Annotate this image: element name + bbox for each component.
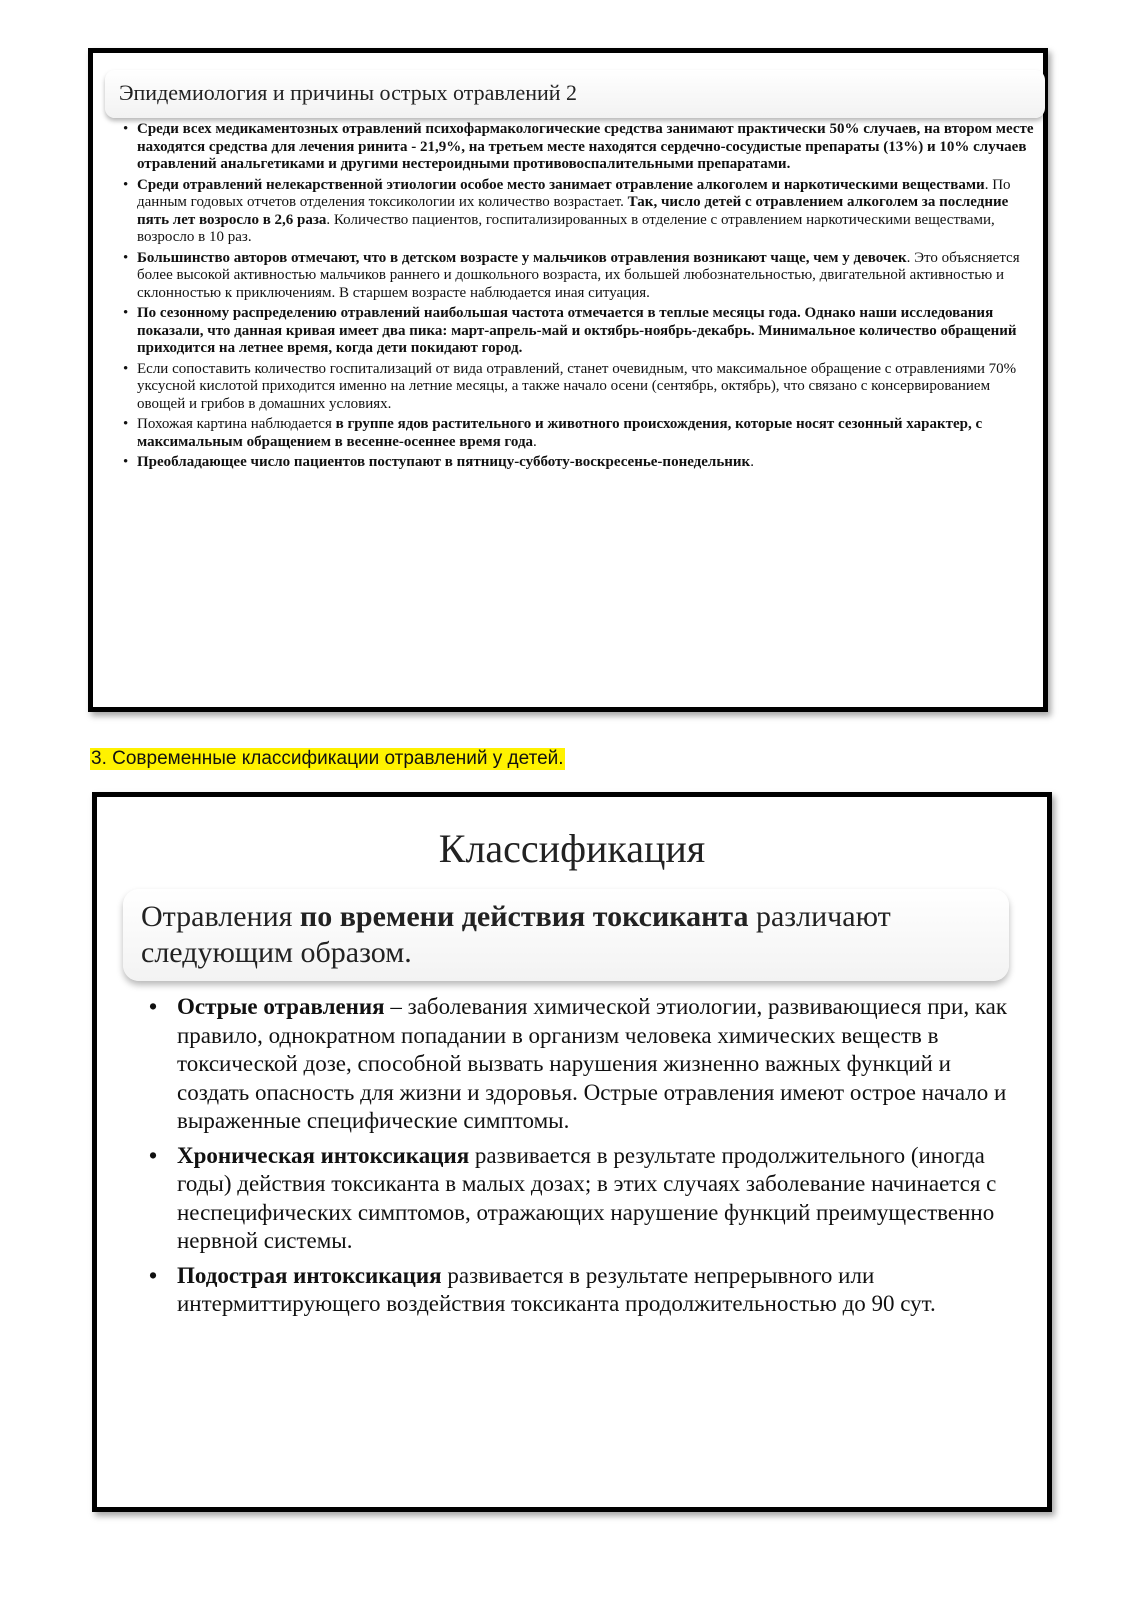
bullet-text: развивается в результате непрерывного или интермиттирующего воздействия токсиканта продолжительностью до 90 сут. [177, 1262, 936, 1316]
bullet-bold-text: Большинство авторов отмечают, что в детском возрасте у мальчиков отравления возникают чаще, чем у девочек [137, 249, 907, 266]
list-item [123, 177, 1038, 247]
subtitle-text: различают следующим образом. [141, 900, 891, 969]
list-item [123, 121, 1038, 174]
bullet-text: . По данным годовых отчетов отделения токсикологии их количество возрастает. [137, 176, 1011, 210]
list-item [123, 305, 1038, 358]
bullet-text: – заболевания химической этиологии, развивающиеся при, как правило, однократном попадании в организм человека химических веществ в токсической дозе, способной вызвать нарушения жизненно важных функций и создать опасность для жизни и здоровья. Острые отравления имеют острое начало и выраженные специфические симптомы. [177, 994, 1008, 1133]
bullet-text: . [533, 433, 537, 450]
list-item [123, 454, 1038, 472]
slide-title: Эпидемиология и причины острых отравлений 2 [105, 70, 1045, 118]
bullet-bold-text: Преобладающее число пациентов поступают в пятницу-субботу-воскресенье-понедельник [137, 454, 751, 470]
bullet-text: развивается в результате продолжительного (иногда годы) действия токсиканта в малых дозах; в этих случаях заболевание начинается с неспецифических симптомов, отражающих нарушение функций преимущественно нервной системы. [177, 1142, 997, 1253]
list-item [149, 993, 1019, 1136]
slide-subtitle [123, 889, 1009, 981]
list-item [149, 1262, 1019, 1319]
list-item [123, 250, 1038, 303]
bullet-text: . [750, 454, 754, 470]
bullet-bold-text: Среди всех медикаментозных отравлений психофармакологические средства занимают практически 50% случаев, на втором месте находятся средства для лечения ринита - 21,9%, на третьем месте находятся сердечно-сосудистые препараты (13%) и 10% случаев отравлений анальгетиками и другими нестероидными противовоспалительными препаратами. [137, 121, 1034, 172]
list-item [123, 361, 1038, 414]
slide-epidemiology [88, 48, 1048, 712]
bullet-bold-text: Так, число детей с отравлением алкоголем за последние пять лет возросло в 2,6 раза [137, 194, 1009, 228]
bullet-list [123, 121, 1038, 475]
slide-classification [92, 792, 1052, 1512]
subtitle-bold-text: по времени действия токсиканта [299, 900, 749, 933]
bullet-text: . Количество пациентов, госпитализированных в отделение с отравлением наркотическими веществами, возросло в 10 раз. [137, 211, 995, 245]
bullet-bold-text: По сезонному распределению отравлений наибольшая частота отмечается в теплые месяцы года. Однако наши исследования показали, что данная кривая имеет два пика: март-апрель-май и октябрь-ноябрь-декабрь. Минимальное количество обращений приходится на летнее время, когда дети покидают город. [137, 305, 1017, 356]
bullet-text: Похожая картина наблюдается [137, 416, 336, 432]
bullet-bold-text: Острые отравления [177, 994, 385, 1019]
section-heading-highlighted: 3. Современные классификации отравлений у детей. [91, 748, 564, 769]
slide-title: Классификация [438, 826, 706, 871]
list-item [123, 416, 1038, 451]
bullet-text: Если сопоставить количество госпитализаций от вида отравлений, станет очевидным, что максимальное обращение с отравлениями 70% уксусной кислотой приходится именно на летние месяцы, а также начало осени (сентябрь, октябрь), что связано с консервированием овощей и грибов в домашних условиях. [137, 360, 1017, 412]
bullet-bold-text: Хроническая интоксикация [177, 1142, 470, 1168]
bullet-text: . Это объясняется более высокой активностью мальчиков раннего и дошкольного возраста, их большей любознательностью, двигательной активностью и склонностью к приключениям. В старшем возрасте наблюдается иная ситуация. [137, 249, 1020, 301]
bullet-list [149, 993, 1019, 1325]
list-item [149, 1142, 1019, 1256]
bullet-bold-text: Подострая интоксикация [177, 1262, 442, 1288]
bullet-bold-text: Среди отравлений нелекарственной этиологии особое место занимает отравление алкоголем и наркотическими веществами [137, 176, 985, 193]
bullet-bold-text: в группе ядов растительного и животного происхождения, которые носят сезонный характер, с максимальным обращением в весенне-осеннее время года [137, 416, 983, 450]
subtitle-text: Отравления [141, 900, 300, 933]
